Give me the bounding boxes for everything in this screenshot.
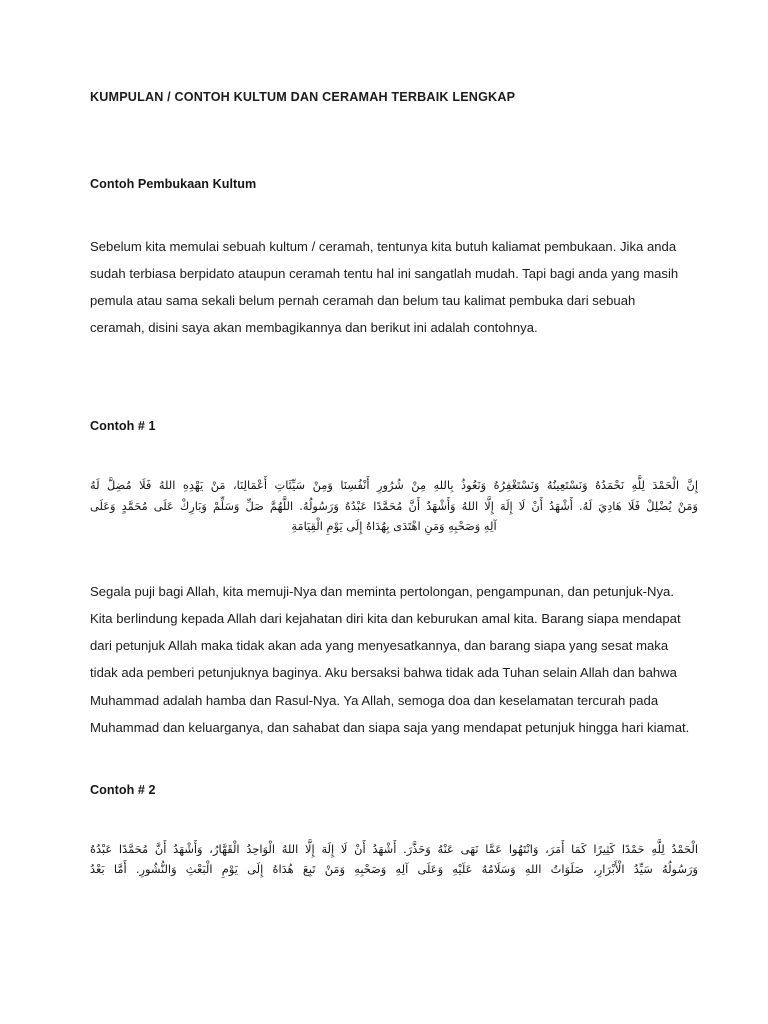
section-heading-pembukaan: Contoh Pembukaan Kultum bbox=[90, 176, 257, 191]
spacer bbox=[90, 741, 698, 783]
translation-paragraph-contoh-1: Segala puji bagi Allah, kita memuji-Nya dan meminta pertolongan, pengampunan, dan petunjuk-Nya. Kita berlindung kepada Allah dari kejahatan diri kita dan keburukan amal kita. Barang siapa mendapat dari petunjuk Allah maka tidak akan ada yang menyesatkannya, dan barang siapa yang sesat maka tidak ada pemberi petunjuknya baginya. Aku bersaksi bahwa tidak ada Tuhan selain Allah dan bahwa Muhammad adalah hamba dan Rasul-Nya. Ya Allah, semoga doa dan keselamatan tercurah pada Muhammad dan keluarganya, dan sahabat dan siapa saja yang mendapat petunjuk hingga hari kiamat. bbox=[90, 584, 690, 735]
spacer bbox=[90, 107, 698, 177]
arabic-line: وَرَسُولُهُ سَيِّدُ الْأَبْرَارِ، صَلَوَاتُ اللهِ وَسَلَامُهُ عَلَيْهِ وَعَلَى آلِهِ وَصَحْبِهِ وَمَنْ تَبِعَ هُدَاهُ إِلَى يَوْمِ الْبَعْثِ وَالنُّشُورِ. أَمَّا بَعْدُ bbox=[90, 862, 698, 877]
page-title: KUMPULAN / CONTOH KULTUM DAN CERAMAH TERBAIK LENGKAP bbox=[90, 90, 516, 104]
section-heading-contoh-2: Contoh # 2 bbox=[90, 782, 156, 797]
spacer bbox=[90, 797, 698, 839]
arabic-line: الْحَمْدُ لِلَّهِ حَمْدًا كَثِيرًا كَمَا أَمَرَ، وَانْتَهُوا عَمَّا نَهَى عَنْهُ وَحَذَّرَ. أَشْهَدُ أَنْ لَا إِلَهَ إِلَّا اللهُ الْوَاحِدُ الْقَهَّارُ، وَأَشْهَدُ أَنَّ مُحَمَّدًا عَبْدُهُ bbox=[90, 841, 698, 856]
intro-paragraph: Sebelum kita memulai sebuah kultum / ceramah, tentunya kita butuh kaliamat pembukaan. Jika anda sudah terbiasa berpidato ataupun ceramah tentu hal ini sangatlah mudah. Tapi bagi anda yang masih pemula atau sama sekali belum pernah ceramah dan belum tau kalimat pembuka dari sebuah ceramah, disini saya akan membagikannya dan berikut ini adalah contohnya. bbox=[90, 238, 679, 336]
arabic-passage-contoh-1 bbox=[90, 475, 698, 536]
arabic-passage-contoh-2 bbox=[90, 839, 698, 880]
arabic-line: إِنَّ الْحَمْدَ لِلَّهِ نَحْمَدُهُ وَنَسْتَعِينُهُ وَنَسْتَغْفِرُهُ وَنَعُوذُ بِاللهِ مِنْ شُرُورِ أَنْفُسِنَا وَمِنْ سَيِّئَاتِ أَعْمَالِنَا، مَنْ يَهْدِهِ اللهُ فَلَا مُضِلَّ لَهُ bbox=[90, 478, 698, 493]
spacer bbox=[90, 433, 698, 475]
arabic-line: وَمَنْ يُضْلِلْ فَلَا هَادِيَ لَهُ. أَشْهَدُ أَنْ لَا إِلَهَ إِلَّا اللهُ وَأَشْهَدُ أَنَّ مُحَمَّدًا عَبْدُهُ وَرَسُولُهُ. اللَّهُمَّ صَلِّ وَسَلِّمْ وَبَارِكْ عَلَى مُحَمَّدٍ وَعَلَى bbox=[90, 498, 698, 513]
spacer bbox=[90, 536, 698, 578]
arabic-line: آلِهِ وَصَحْبِهِ وَمَنِ اهْتَدَى بِهُدَاهُ إِلَى يَوْمِ الْقِيَامَةِ bbox=[291, 518, 497, 533]
spacer bbox=[90, 341, 698, 419]
section-heading-contoh-1: Contoh # 1 bbox=[90, 419, 156, 434]
spacer bbox=[90, 191, 698, 233]
